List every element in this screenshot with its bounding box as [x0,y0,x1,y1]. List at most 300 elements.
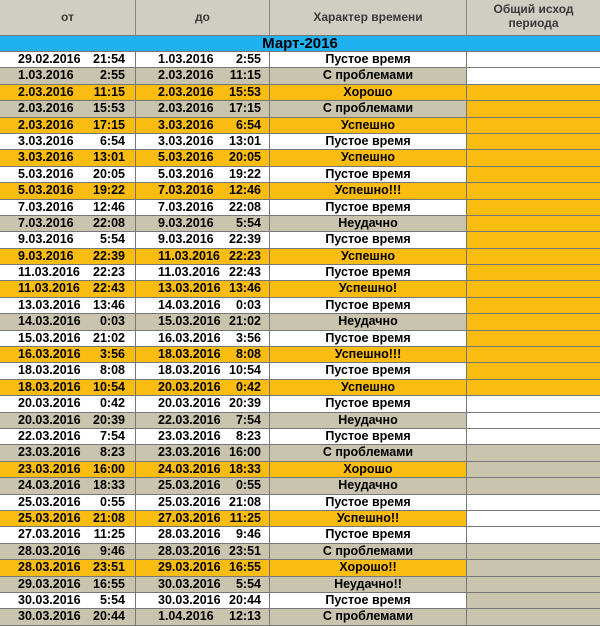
cell-outcome[interactable] [467,68,600,83]
cell-to[interactable] [136,495,270,510]
from-date: 24.03.2016 [18,478,81,493]
to-time: 22:43 [229,265,261,280]
from-date: 3.03.2016 [18,133,74,148]
from-date: 20.03.2016 [18,396,81,411]
cell-type[interactable]: Пустое время [270,134,467,149]
cell-to[interactable] [136,511,270,526]
from-time: 16:00 [93,461,125,476]
from-time: 22:43 [93,281,125,296]
cell-to[interactable] [136,577,270,592]
cell-type[interactable]: Неудачно!! [270,577,467,592]
from-date: 30.03.2016 [18,592,81,607]
month-title[interactable]: Март-2016 [0,35,600,52]
cell-outcome[interactable] [467,527,600,542]
table-row [0,560,600,576]
cell-from[interactable] [0,577,136,592]
table-row [0,265,600,281]
cell-outcome[interactable] [467,396,600,411]
to-date: 14.03.2016 [158,297,221,312]
cell-from[interactable] [0,380,136,395]
from-date: 9.03.2016 [18,232,74,247]
cell-type[interactable]: Пустое время [270,298,467,313]
to-date: 28.03.2016 [158,527,221,542]
cell-outcome[interactable] [467,134,600,149]
from-date: 29.02.2016 [18,52,81,66]
header-from[interactable] [0,0,136,35]
from-time: 10:54 [93,379,125,394]
cell-from[interactable] [0,134,136,149]
header-type-label: Характер времени [313,10,423,24]
cell-type[interactable]: Успешно [270,118,467,133]
table-row [0,478,600,494]
to-time: 7:54 [235,412,261,427]
cell-outcome[interactable] [467,347,600,362]
cell-outcome[interactable] [467,462,600,477]
cell-from[interactable] [0,462,136,477]
cell-to[interactable] [136,560,270,575]
to-time: 22:39 [229,232,261,247]
cell-outcome[interactable] [467,200,600,215]
cell-type[interactable]: Успешно [270,380,467,395]
from-date: 2.03.2016 [18,101,74,116]
from-date: 2.03.2016 [18,84,74,99]
to-date: 2.03.2016 [158,84,214,99]
to-time: 23:51 [229,543,261,558]
table-row [0,363,600,379]
table-row [0,118,600,134]
cell-type[interactable]: Хорошо!! [270,560,467,575]
cell-type[interactable]: С проблемами [270,544,467,559]
table-row [0,413,600,429]
from-time: 8:08 [99,363,125,378]
to-time: 12:46 [229,183,261,198]
cell-from[interactable] [0,527,136,542]
cell-to[interactable] [136,331,270,346]
from-date: 25.03.2016 [18,510,81,525]
from-time: 17:15 [93,117,125,132]
to-time: 3:56 [235,330,261,345]
cell-type[interactable]: Успешно [270,249,467,264]
to-date: 9.03.2016 [158,232,214,247]
cell-type[interactable]: Пустое время [270,527,467,542]
cell-from[interactable] [0,544,136,559]
cell-outcome[interactable] [467,249,600,264]
cell-to[interactable] [136,85,270,100]
cell-from[interactable] [0,85,136,100]
cell-to[interactable] [136,167,270,182]
cell-to[interactable] [136,249,270,264]
from-time: 22:39 [93,248,125,263]
cell-type[interactable]: Успешно! [270,281,467,296]
cell-to[interactable] [136,478,270,493]
to-date: 22.03.2016 [158,412,221,427]
cell-type[interactable]: Неудачно [270,413,467,428]
cell-outcome[interactable] [467,101,600,116]
cell-type[interactable]: С проблемами [270,445,467,460]
cell-outcome[interactable] [467,363,600,378]
from-date: 30.03.2016 [18,609,81,624]
cell-type[interactable]: Пустое время [270,363,467,378]
to-time: 21:08 [229,494,261,509]
cell-from[interactable] [0,118,136,133]
from-date: 1.03.2016 [18,68,74,83]
from-date: 28.03.2016 [18,543,81,558]
to-date: 11.03.2016 [158,248,220,263]
to-date: 29.03.2016 [158,560,221,575]
cell-to[interactable] [136,445,270,460]
from-date: 5.03.2016 [18,183,74,198]
to-date: 9.03.2016 [158,215,214,230]
table-row [0,527,600,543]
cell-outcome[interactable] [467,281,600,296]
cell-type[interactable]: Пустое время [270,52,467,67]
cell-to[interactable] [136,462,270,477]
from-time: 15:53 [93,101,125,116]
cell-from[interactable] [0,150,136,165]
table-row [0,544,600,560]
cell-from[interactable] [0,445,136,460]
to-time: 19:22 [229,166,261,181]
to-time: 22:23 [229,248,261,263]
cell-to[interactable] [136,52,270,67]
data-rows [0,52,600,626]
cell-outcome[interactable] [467,118,600,133]
to-time: 9:46 [235,527,261,542]
cell-type[interactable]: Успешно!!! [270,183,467,198]
cell-to[interactable] [136,134,270,149]
cell-from[interactable] [0,429,136,444]
header-outcome-line2: периода [508,16,559,30]
table-row [0,85,600,101]
cell-to[interactable] [136,101,270,116]
from-time: 21:54 [93,52,125,66]
to-time: 0:03 [235,297,261,312]
table-row [0,150,600,166]
to-date: 15.03.2016 [158,314,221,329]
cell-to[interactable] [136,216,270,231]
cell-from[interactable] [0,298,136,313]
cell-outcome[interactable] [467,314,600,329]
to-time: 16:55 [229,560,261,575]
from-date: 7.03.2016 [18,199,74,214]
cell-to[interactable] [136,265,270,280]
from-time: 13:01 [93,150,125,165]
table-row [0,52,600,68]
to-time: 13:46 [229,281,261,296]
header-from-label: от [61,10,74,24]
cell-type[interactable]: Успешно [270,150,467,165]
cell-to[interactable] [136,363,270,378]
cell-from[interactable] [0,413,136,428]
table-row [0,609,600,625]
table-row [0,314,600,330]
cell-outcome[interactable] [467,577,600,592]
cell-outcome[interactable] [467,495,600,510]
to-time: 5:54 [235,576,261,591]
cell-to[interactable] [136,314,270,329]
cell-from[interactable] [0,101,136,116]
cell-from[interactable] [0,183,136,198]
to-date: 25.03.2016 [158,478,221,493]
to-date: 5.03.2016 [158,150,214,165]
cell-outcome[interactable] [467,511,600,526]
to-date: 5.03.2016 [158,166,214,181]
cell-outcome[interactable] [467,298,600,313]
from-date: 18.03.2016 [18,363,81,378]
cell-type[interactable]: Неудачно [270,478,467,493]
from-time: 0:42 [99,396,125,411]
table-row [0,134,600,150]
table-row [0,462,600,478]
table-row [0,232,600,248]
from-date: 20.03.2016 [18,412,81,427]
cell-type[interactable]: Пустое время [270,593,467,608]
to-time: 8:23 [235,428,261,443]
cell-to[interactable] [136,380,270,395]
from-time: 23:51 [93,560,125,575]
cell-from[interactable] [0,281,136,296]
to-date: 20.03.2016 [158,379,221,394]
cell-from[interactable] [0,396,136,411]
to-date: 18.03.2016 [158,363,221,378]
from-date: 9.03.2016 [18,248,74,263]
cell-outcome[interactable] [467,167,600,182]
cell-outcome[interactable] [467,609,600,624]
from-date: 18.03.2016 [18,379,81,394]
cell-to[interactable] [136,183,270,198]
cell-to[interactable] [136,68,270,83]
to-time: 8:08 [235,347,261,362]
cell-type[interactable]: Неудачно [270,216,467,231]
cell-to[interactable] [136,150,270,165]
from-time: 13:46 [93,297,125,312]
cell-outcome[interactable] [467,413,600,428]
cell-to[interactable] [136,298,270,313]
cell-outcome[interactable] [467,183,600,198]
table-row [0,68,600,84]
from-time: 8:23 [99,445,125,460]
to-time: 20:44 [229,592,261,607]
table-row [0,511,600,527]
cell-to[interactable] [136,544,270,559]
to-time: 20:05 [229,150,261,165]
to-date: 3.03.2016 [158,117,214,132]
cell-type[interactable]: Пустое время [270,495,467,510]
to-time: 10:54 [229,363,261,378]
cell-from[interactable] [0,495,136,510]
to-date: 30.03.2016 [158,576,221,591]
table-row [0,429,600,445]
cell-type[interactable]: Пустое время [270,396,467,411]
to-date: 24.03.2016 [158,461,221,476]
cell-from[interactable] [0,560,136,575]
cell-outcome[interactable] [467,265,600,280]
cell-from[interactable] [0,249,136,264]
to-date: 1.04.2016 [158,609,214,624]
cell-from[interactable] [0,52,136,67]
from-time: 18:33 [93,478,125,493]
cell-from[interactable] [0,200,136,215]
table-row [0,347,600,363]
to-date: 28.03.2016 [158,543,221,558]
to-date: 30.03.2016 [158,592,221,607]
to-date: 11.03.2016 [158,265,220,280]
cell-type[interactable]: Пустое время [270,200,467,215]
from-date: 25.03.2016 [18,494,81,509]
cell-to[interactable] [136,118,270,133]
cell-type[interactable]: Успешно!! [270,511,467,526]
to-time: 5:54 [235,215,261,230]
cell-outcome[interactable] [467,445,600,460]
from-time: 3:56 [99,347,125,362]
cell-type[interactable]: С проблемами [270,101,467,116]
to-date: 2.03.2016 [158,101,214,116]
cell-to[interactable] [136,429,270,444]
cell-outcome[interactable] [467,380,600,395]
header-to[interactable] [136,0,270,35]
cell-type[interactable]: Пустое время [270,232,467,247]
to-date: 7.03.2016 [158,183,214,198]
to-date: 1.03.2016 [158,52,214,66]
cell-outcome[interactable] [467,216,600,231]
from-date: 27.03.2016 [18,527,81,542]
cell-outcome[interactable] [467,52,600,67]
cell-type[interactable]: Пустое время [270,429,467,444]
to-time: 16:00 [229,445,261,460]
from-date: 29.03.2016 [18,576,81,591]
from-time: 7:54 [99,428,125,443]
cell-type[interactable]: Успешно!!! [270,347,467,362]
from-date: 22.03.2016 [18,428,81,443]
from-time: 16:55 [93,576,125,591]
cell-from[interactable] [0,265,136,280]
cell-from[interactable] [0,347,136,362]
to-time: 6:54 [235,117,261,132]
table-row [0,380,600,396]
cell-type[interactable]: Хорошо [270,462,467,477]
cell-type[interactable]: Неудачно [270,314,467,329]
cell-from[interactable] [0,216,136,231]
from-date: 28.03.2016 [18,560,81,575]
cell-from[interactable] [0,167,136,182]
from-time: 2:55 [99,68,125,83]
table-row [0,445,600,461]
from-time: 21:02 [93,330,125,345]
to-time: 17:15 [229,101,261,116]
cell-outcome[interactable] [467,560,600,575]
from-time: 11:25 [93,527,125,542]
cell-type[interactable]: Пустое время [270,331,467,346]
from-time: 0:03 [99,314,125,329]
to-time: 11:15 [229,68,261,83]
table-row [0,167,600,183]
from-time: 20:39 [93,412,125,427]
cell-to[interactable] [136,609,270,624]
cell-outcome[interactable] [467,593,600,608]
to-date: 23.03.2016 [158,428,221,443]
from-time: 9:46 [99,543,125,558]
cell-type[interactable]: Хорошо [270,85,467,100]
to-time: 0:42 [235,379,261,394]
to-date: 13.03.2016 [158,281,221,296]
to-time: 0:55 [235,478,261,493]
header-type[interactable] [270,0,467,35]
cell-to[interactable] [136,593,270,608]
from-time: 22:23 [93,265,125,280]
cell-outcome[interactable] [467,544,600,559]
table-row [0,281,600,297]
cell-type[interactable]: С проблемами [270,68,467,83]
cell-type[interactable]: С проблемами [270,609,467,624]
from-time: 5:54 [99,592,125,607]
cell-from[interactable] [0,314,136,329]
to-date: 16.03.2016 [158,330,221,345]
from-time: 20:44 [93,609,125,624]
to-date: 3.03.2016 [158,133,214,148]
cell-to[interactable] [136,413,270,428]
to-date: 25.03.2016 [158,494,221,509]
from-time: 12:46 [93,199,125,214]
table-row [0,396,600,412]
cell-to[interactable] [136,347,270,362]
from-date: 7.03.2016 [18,215,74,230]
to-date: 2.03.2016 [158,68,214,83]
cell-type[interactable]: Пустое время [270,265,467,280]
from-date: 14.03.2016 [18,314,81,329]
cell-to[interactable] [136,200,270,215]
cell-outcome[interactable] [467,478,600,493]
cell-outcome[interactable] [467,232,600,247]
to-time: 2:55 [235,52,261,66]
to-time: 18:33 [229,461,261,476]
cell-from[interactable] [0,593,136,608]
cell-outcome[interactable] [467,331,600,346]
cell-to[interactable] [136,396,270,411]
table-row [0,249,600,265]
cell-outcome[interactable] [467,429,600,444]
from-date: 15.03.2016 [18,330,81,345]
cell-from[interactable] [0,331,136,346]
from-time: 19:22 [93,183,125,198]
from-date: 23.03.2016 [18,461,81,476]
from-time: 5:54 [99,232,125,247]
cell-to[interactable] [136,527,270,542]
cell-to[interactable] [136,281,270,296]
cell-from[interactable] [0,609,136,624]
to-date: 20.03.2016 [158,396,221,411]
cell-from[interactable] [0,232,136,247]
header-outcome[interactable] [467,0,600,35]
table-row [0,495,600,511]
from-time: 0:55 [99,494,125,509]
cell-to[interactable] [136,232,270,247]
from-date: 13.03.2016 [18,297,81,312]
to-date: 23.03.2016 [158,445,221,460]
cell-outcome[interactable] [467,85,600,100]
cell-from[interactable] [0,363,136,378]
cell-type[interactable]: Пустое время [270,167,467,182]
to-date: 18.03.2016 [158,347,221,362]
cell-outcome[interactable] [467,150,600,165]
table-row [0,216,600,232]
from-date: 23.03.2016 [18,445,81,460]
cell-from[interactable] [0,511,136,526]
to-time: 15:53 [229,84,261,99]
header-to-label: до [195,10,210,24]
cell-from[interactable] [0,68,136,83]
cell-from[interactable] [0,478,136,493]
to-time: 12:13 [229,609,261,624]
